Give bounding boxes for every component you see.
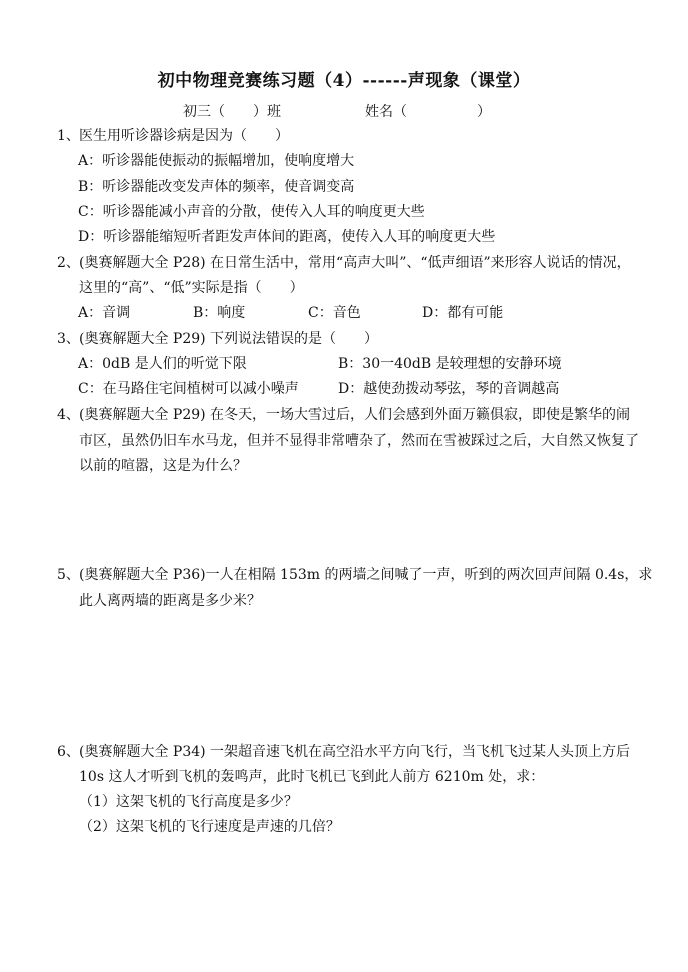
question-2-option-d: D：都有可能 xyxy=(422,305,504,321)
question-2-text: (奥赛解题大全 P28) 在日常生活中，常用“高声大叫”、“低声细语”来形容人说话的情况， xyxy=(79,255,631,271)
question-1-option-a: A：听诊器能使振动的振幅增加，使响度增大 xyxy=(78,153,355,169)
question-2-option-c: C：音色 xyxy=(308,305,361,321)
question-1-option-c: C：听诊器能减小声音的分散，使传入人耳的响度更大些 xyxy=(78,204,425,220)
question-6-line-2: 10s 这人才听到飞机的轰鸣声，此时飞机已飞到此人前方 6210m 处，求： xyxy=(79,769,545,785)
question-4-line-3: 以前的喧嚣，这是为什么？ xyxy=(79,458,247,474)
question-3-option-c: C：在马路住宅间植树可以减小噪声 xyxy=(78,381,299,397)
question-1-option-d: D：听诊器能缩短听者距发声体间的距离，使传入人耳的响度更大些 xyxy=(78,229,496,245)
question-3-option-a: A：0dB 是人们的听觉下限 xyxy=(78,356,247,372)
question-1-number: 1、 xyxy=(57,128,80,144)
question-3-option-b: B：30一40dB 是较理想的安静环境 xyxy=(338,356,562,372)
worksheet-title: 初中物理竞赛练习题（4）------声现象（课堂） xyxy=(157,71,531,91)
question-2-option-a: A：音调 xyxy=(78,305,131,321)
question-6-number: 6、 xyxy=(57,744,80,760)
question-2-option-b: B：响度 xyxy=(193,305,246,321)
question-2-number: 2、 xyxy=(57,255,80,271)
class-field: 初三（ ）班 xyxy=(183,104,281,120)
question-2-text-cont: 这里的“高”、“低”实际是指（ ） xyxy=(79,280,304,296)
question-6-line-1: (奥赛解题大全 P34) 一架超音速飞机在高空沿水平方向飞行，当飞机飞过某人头顶上方后 xyxy=(79,744,631,760)
question-4-number: 4、 xyxy=(57,407,80,423)
question-1-text: 医生用听诊器诊病是因为（ ） xyxy=(79,128,289,144)
question-5-number: 5、 xyxy=(57,567,80,583)
question-5-line-2: 此人离两墙的距离是多少米？ xyxy=(79,593,261,609)
question-5-line-1: (奥赛解题大全 P36)一人在相隔 153m 的两墙之间喊了一声，听到的两次回声间隔 0.4s，求 xyxy=(79,567,653,583)
question-3-number: 3、 xyxy=(57,331,80,347)
question-1-option-b: B：听诊器能改变发声体的频率，使音调变高 xyxy=(78,179,355,195)
question-4-line-2: 市区，虽然仍旧车水马龙，但并不显得非常嘈杂了，然而在雪被踩过之后，大自然又恢复了 xyxy=(79,433,639,449)
question-3-option-d: D：越使劲拨动琴弦，琴的音调越高 xyxy=(338,381,560,397)
question-6-sub-2: （2）这架飞机的飞行速度是声速的几倍？ xyxy=(79,819,340,835)
question-3-text: (奥赛解题大全 P29) 下列说法错误的是（ ） xyxy=(79,331,379,347)
name-field: 姓名（ ） xyxy=(365,104,491,120)
question-4-line-1: (奥赛解题大全 P29) 在冬天，一场大雪过后，人们会感到外面万籁俱寂，即使是繁华的闹 xyxy=(79,407,631,423)
question-6-sub-1: （1）这架飞机的飞行高度是多少？ xyxy=(79,794,298,810)
